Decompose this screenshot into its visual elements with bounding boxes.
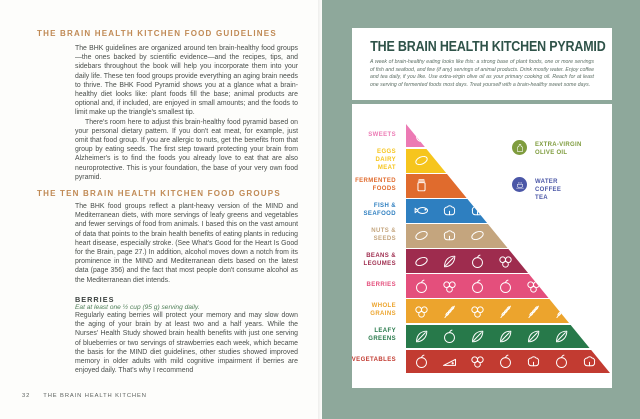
walnut-icon [441, 227, 458, 244]
pyramid-row-berries [406, 274, 610, 297]
kale-icon [413, 328, 430, 345]
pyramid-row-vegetables [406, 350, 610, 373]
beet-icon [497, 353, 514, 370]
guidelines-paragraphs [75, 44, 298, 182]
pyramid-title: THE BRAIN HEALTH KITCHEN PYRAMID [370, 39, 606, 55]
right-book-page [322, 0, 640, 419]
fish-icon [413, 202, 430, 219]
fermented-jar-icon [413, 177, 430, 194]
clam-shell-icon [469, 202, 486, 219]
pyramid-label-eggs-dairy-meat: EGGS DAIRY MEAT [375, 149, 396, 171]
page-footer [22, 393, 147, 399]
bean-cluster-icon [497, 253, 514, 270]
artichoke-icon [581, 353, 598, 370]
pyramid-label-vegetables: VEGETABLES [351, 357, 396, 364]
pyramid-title-card [352, 28, 612, 100]
pyramid-card [352, 104, 612, 388]
pyramid-label-whole-grains: WHOLE GRAINS [370, 303, 396, 318]
radish-icon [413, 353, 430, 370]
pea-pod-icon [441, 253, 458, 270]
broccoli-icon [525, 353, 542, 370]
running-title: THE BRAIN HEALTH KITCHEN [43, 393, 147, 399]
food-groups-paragraphs [75, 202, 298, 285]
pyramid-labels [352, 124, 402, 373]
carrot-icon [441, 353, 458, 370]
pyramid-legend [512, 140, 582, 202]
guidelines-heading: THE BRAIN HEALTH KITCHEN FOOD GUIDELINES [37, 29, 277, 38]
mushrooms-icon [469, 353, 486, 370]
cabbage-icon [441, 328, 458, 345]
oats-icon [469, 303, 486, 320]
cherry-icon [469, 278, 486, 295]
legend-item-extra-virgin-olive-oil [512, 140, 582, 157]
page-number: 32 [22, 393, 31, 399]
legend-label: WATER COFFEE TEA [535, 179, 562, 202]
rice-icon [413, 303, 430, 320]
berries-paragraphs [75, 311, 298, 375]
pyramid-row-nuts-seeds [406, 224, 610, 247]
olive-oil-bottle-icon [512, 140, 527, 155]
berries-subheading: BERRIES [75, 295, 115, 304]
romaine-icon [553, 328, 570, 345]
pyramid-label-beans-legumes: BEANS & LEGUMES [363, 253, 396, 268]
rye-icon [553, 303, 570, 320]
pyramid-row-beans-legumes [406, 249, 610, 272]
barley-icon [525, 303, 542, 320]
pyramid-label-nuts-seeds: NUTS & SEEDS [371, 228, 396, 243]
pyramid-intro-text: A week of brain-healthy eating looks like this: a strong base of plant foods, one or more servings of fish and seafood, and few (if any) servings of animal products. Drink mostly water. Enjoy coffee and tea daily, if you like. Use extra-virgin olive oil as your primary cooking oil. Reach for at least one serving of fermented foods most days. Treat yourself with a brain-healthy sweet some days. [370, 59, 594, 88]
candy-icon [413, 127, 430, 144]
grain-spike-icon [497, 303, 514, 320]
cashew-icon [469, 227, 486, 244]
pyramid-label-fermented-foods: FERMENTED FOODS [355, 178, 396, 193]
pyramid-row-leafy-greens [406, 325, 610, 348]
almond-icon [413, 227, 430, 244]
chickpea-icon [469, 253, 486, 270]
paragraph: The BHK guidelines are organized around ten brain-healthy food groups—the ones backed by scientific evidence—and the recipes, tips, and sidebars throughout the book will help you incorporate them into your daily life. These ten food groups provide everything an aging brain needs to thrive. The BHK Food Pyramid shows you at a glance what a brain-healthy diet looks like: plant foods fill the base; animal products are optional and, if included, are enjoyed in small amounts; and the foods to limit make up the triangle's smallest tip. [75, 45, 298, 117]
food-groups-heading: THE TEN BRAIN HEALTH KITCHEN FOOD GROUPS [37, 189, 281, 198]
strawberry-icon [413, 278, 430, 295]
kidney-bean-icon [413, 253, 430, 270]
teacup-icon [512, 177, 527, 192]
wheat-stalk-icon [441, 303, 458, 320]
paragraph: The BHK food groups reflect a plant-heavy version of the MIND and Mediterranean diets, with more servings of leafy greens and vegetables and fewer servings of food from animals. I based this on the vast amount of data that points to the brain health benefits of eating plants in reducing heart disease, especially stroke. (See What's Good for the Heart Is Good for the Brain, page 27.) In addition, alcohol moves down a notch from its prominence in the MIND and Mediterranean diets based on the latest data (page 356) and the fact that most people don't consume alcohol as the Mediterranean diet intends. [75, 203, 298, 284]
pyramid-label-sweets: SWEETS [368, 131, 396, 138]
shrimp-icon [441, 202, 458, 219]
chard-icon [525, 328, 542, 345]
page-spine-divider [318, 0, 322, 419]
arugula-icon [497, 328, 514, 345]
squash-icon [553, 353, 570, 370]
eggs-icon [441, 152, 458, 169]
pyramid-label-berries: BERRIES [366, 282, 396, 289]
paragraph: Regularly eating berries will protect your memory and may slow down the aging of your brain by at least two and a half years. While the Nurses' Health Study showed brain health benefits with just one serving of blueberries or two servings of strawberries each week, which became the basis for the MIND diet guidelines, other studies showed improved memory in older adults with mild cognitive impairment if berries are enjoyed daily. That's why I recommend [75, 312, 298, 375]
legend-item-water-coffee-tea [512, 177, 582, 202]
pyramid-row-fish-seafood [406, 199, 610, 222]
leafy-sprig-icon [469, 328, 486, 345]
legend-label: EXTRA-VIRGIN OLIVE OIL [535, 142, 582, 157]
meat-icon [413, 152, 430, 169]
pyramid-row-whole-grains [406, 299, 610, 322]
berries-serving-note: Eat at least one ½ cup (95 g) serving daily. [75, 304, 200, 311]
currant-icon [497, 278, 514, 295]
pyramid-label-fish-seafood: FISH & SEAFOOD [363, 203, 396, 218]
raspberry-icon [525, 278, 542, 295]
pumpkin-seed-icon [497, 227, 514, 244]
blueberries-icon [441, 278, 458, 295]
pyramid-label-leafy-greens: LEAFY GREENS [368, 328, 396, 343]
paragraph: There's room here to adjust this brain-healthy food pyramid based on your personal dietary pattern. If you don't eat meat, for example, just omit that food group. If you are allergic to nuts, get the benefits from that group by eating seeds. The first step toward protecting your brain from Alzheimer's is to find the foods you already love to eat that are also neuroprotective. This is your foundation, the base of your very own food pyramid. [75, 118, 298, 181]
